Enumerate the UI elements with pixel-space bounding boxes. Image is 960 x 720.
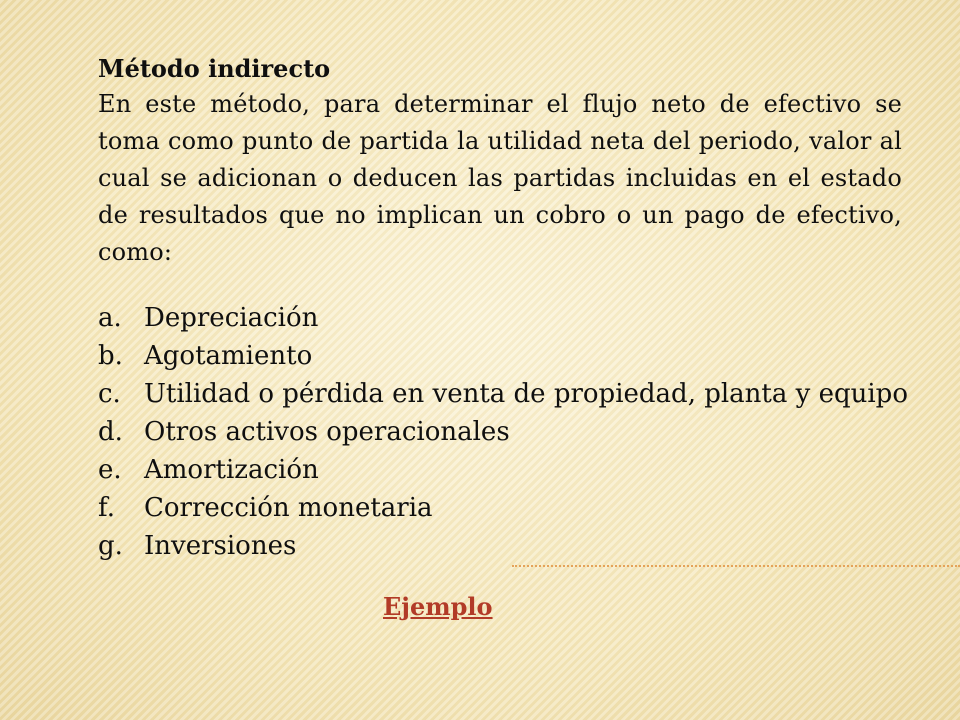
list-item	[98, 527, 902, 565]
slide-heading: Método indirecto	[98, 54, 331, 83]
list-item	[98, 489, 902, 527]
list-marker: g.	[98, 531, 123, 561]
items-list	[98, 299, 908, 565]
example-link[interactable]: Ejemplo	[383, 592, 493, 621]
list-marker: b.	[98, 341, 123, 371]
slide-content	[98, 52, 908, 565]
list-item	[98, 337, 902, 375]
list-marker: e.	[98, 455, 122, 485]
list-item-text: Amortización	[144, 455, 319, 485]
intro-paragraph: En este método, para determinar el flujo neto de efectivo se toma como punto de partida la utilidad neta del periodo, valor al cual se adicionan o deducen las partidas incluidas en el estado de resultados que no implican un cobro o un pago de efectivo, como:	[98, 90, 902, 266]
list-item	[98, 451, 902, 489]
list-marker: d.	[98, 417, 123, 447]
list-item	[98, 413, 902, 451]
list-item-text: Utilidad o pérdida en venta de propiedad, planta y equipo	[144, 379, 908, 409]
list-item-text: Inversiones	[144, 531, 297, 561]
list-item	[98, 375, 908, 413]
list-item-text: Corrección monetaria	[144, 493, 433, 523]
list-marker: a.	[98, 303, 122, 333]
list-item-text: Otros activos operacionales	[144, 417, 510, 447]
list-item	[98, 299, 902, 337]
list-marker: c.	[98, 379, 121, 409]
list-item-text: Agotamiento	[144, 341, 313, 371]
list-item-text: Depreciación	[144, 303, 319, 333]
dotted-divider	[512, 565, 960, 567]
list-marker: f.	[98, 493, 115, 523]
